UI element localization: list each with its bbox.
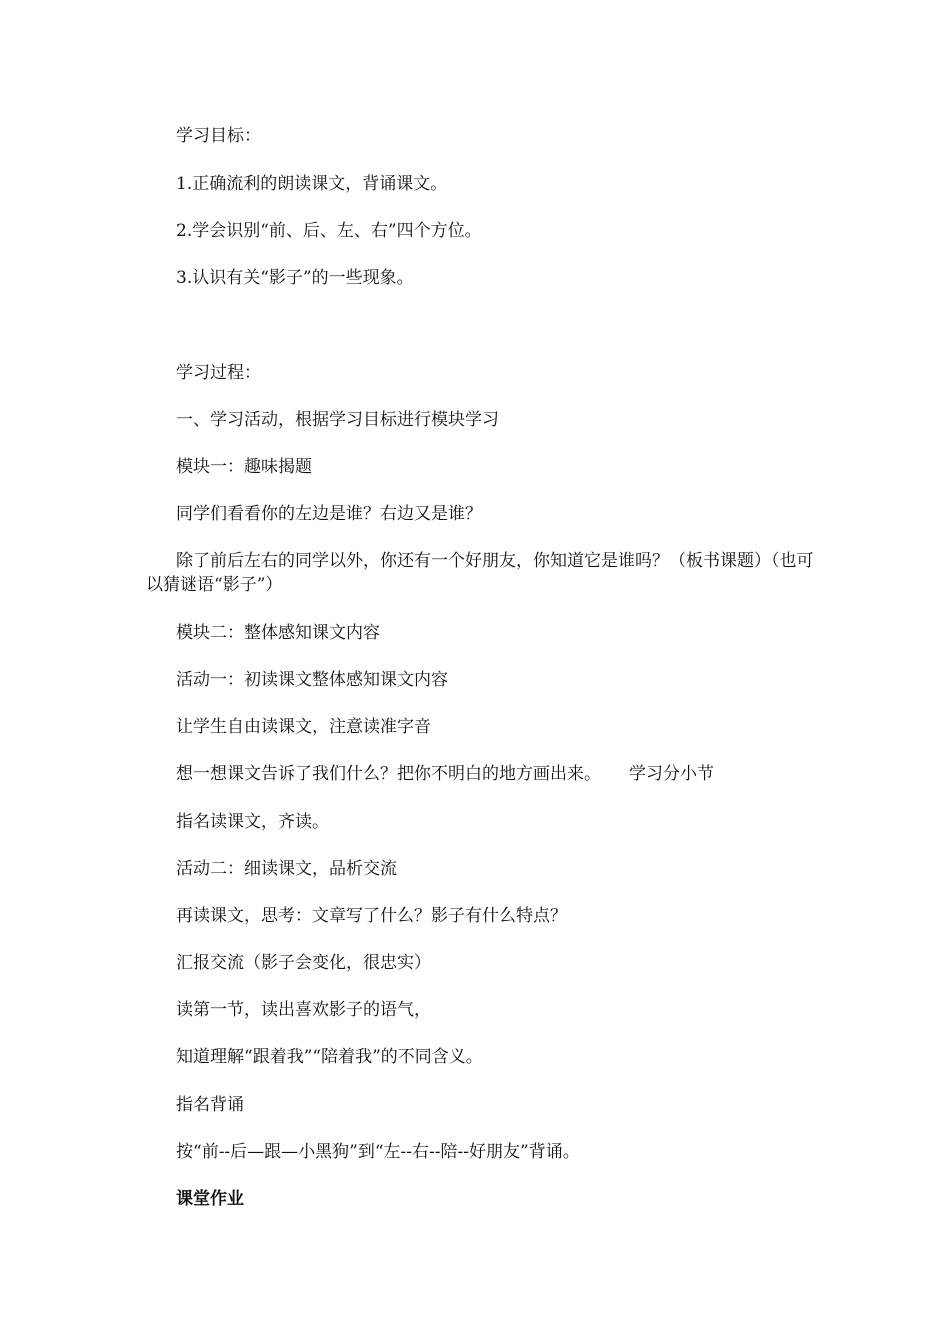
paragraph-9: 知道理解“跟着我”“陪着我”的不同含义。 <box>176 1047 483 1067</box>
module-heading-2: 模块二：整体感知课文内容 <box>176 623 380 643</box>
paragraph-3: 让学生自由读课文，注意读准字音 <box>176 717 431 737</box>
paragraph-4 <box>176 762 714 786</box>
process-heading: 学习过程： <box>176 363 261 383</box>
paragraph-5: 指名读课文，齐读。 <box>176 812 329 832</box>
paragraph-4-main: 想一想课文告诉了我们什么？把你不明白的地方画出来。 <box>176 764 601 784</box>
paragraph-11: 按“前--后—跟—小黑狗”到“左--右--陪--好朋友”背诵。 <box>176 1142 580 1162</box>
homework-heading: 课堂作业 <box>176 1189 244 1209</box>
paragraph-4-note: 学习分小节 <box>629 764 714 784</box>
paragraph-10: 指名背诵 <box>176 1095 244 1115</box>
paragraph-1: 同学们看看你的左边是谁？右边又是谁？ <box>176 504 482 524</box>
goal-item-2: 2.学会识别“前、后、左、右”四个方位。 <box>176 221 482 241</box>
paragraph-7: 汇报交流（影子会变化，很忠实） <box>176 953 431 973</box>
goal-item-1: 1.正确流利的朗读课文，背诵课文。 <box>176 174 448 194</box>
paragraph-2: 除了前后左右的同学以外，你还有一个好朋友，你知道它是谁吗？（板书课题）（也可以猜谜语“影子”） <box>146 551 814 595</box>
goals-heading: 学习目标： <box>176 126 261 146</box>
goal-item-3: 3.认识有关“影子”的一些现象。 <box>176 268 414 288</box>
paragraph-6: 再读课文，思考：文章写了什么？影子有什么特点？ <box>176 906 567 926</box>
module-heading-1: 模块一：趣味揭题 <box>176 457 312 477</box>
paragraph-8: 读第一节，读出喜欢影子的语气， <box>176 1000 431 1020</box>
activity-heading-2: 活动二：细读课文，品析交流 <box>176 859 397 879</box>
activity-heading-1: 活动一：初读课文整体感知课文内容 <box>176 670 448 690</box>
section-heading-1: 一、学习活动，根据学习目标进行模块学习 <box>176 410 499 430</box>
